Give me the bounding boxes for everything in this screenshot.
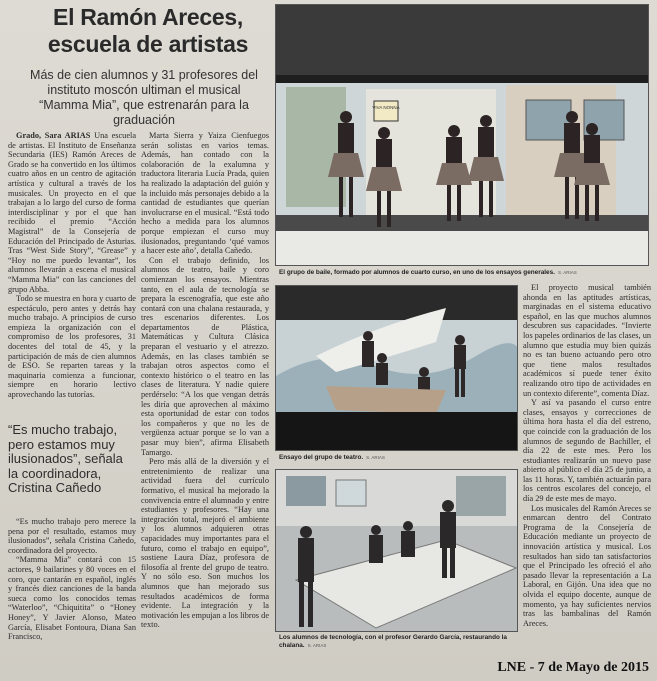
photo-theatre-rehearsal: [275, 285, 518, 451]
stage-sign-text: VIVA NONNA: [372, 105, 400, 110]
col3-paragraph-1: El proyecto musical también ahonda en las aptitudes artísticas, marginadas en el sistema educativo español, en las que muchos alumnos descubren sus capacidades. “Invierte los papeles ordinarios de las clases, un alumno que estudia muy bien quizás no es tan bueno actuando pero otro que tiene malos resultados académicos sí puede tener éxito realizando otro tipo de actividades en un contexto diferente”, comenta Díaz.: [523, 283, 651, 398]
caption-dance-rehearsal: [279, 269, 649, 278]
pull-quote: “Es mucho trabajo, pero estamos muy ilusionados”, señala la coordinadora, Cristina Cañedo: [8, 423, 123, 495]
theatre-scene: [276, 286, 518, 451]
caption-theatre-rehearsal: [279, 454, 519, 463]
article-subheadline: Más de cien alumnos y 31 profesores del instituto moscón ultiman el musical “Mamma Mia”, que estrenarán para la graduación: [30, 68, 258, 127]
caption-dance-text: El grupo de baile, formado por alumnos de cuarto curso, en uno de los ensayos generales.: [279, 269, 555, 276]
text-column-1-bottom: [8, 517, 136, 657]
col3-paragraph-2: Y así va pasando el curso entre clases, ensayos y correcciones de última hora hasta el día del estreno, que coincide con la graduación de los alumnos de segundo de Bachiller, el día 22 de este mes. Pero los estudiantes realizarán un nuevo pase abierto al público el día 25 de junio, a las 11 horas. Y, también actuarán para los centros escolares del concejo, el día 29 de este mes de mayo.: [523, 398, 651, 504]
col2-paragraph-2: Con el trabajo definido, los alumnos de teatro, baile y coro comienzan los ensayos. Mientras tanto, en el aula de tecnología se prepara la escenografía, que este año contará con una chalana restaurada, y tres escenarios diferentes. Los departamentos de Plástica, Matemáticas y Cultura Clásica preparan el vestuario y el atrezzo. Además, en las clases también se trabajan otros aspectos como el contexto histórico o el teatro en las clases de literatura. Y nadie quiere perdérselo: “A los que vengan detrás les diría que aprovechen al máximo esta oportunidad de estar con todos los compañeros y que no les de vergüenza actuar porque se lo van a pasar muy bien”, afirma Elisabeth Tamargo.: [141, 255, 269, 457]
text-column-3: [523, 283, 651, 658]
byline: Grado, Sara ARIAS: [16, 131, 91, 140]
caption-technology-workshop: [279, 634, 519, 652]
col2-paragraph-3: Pero más allá de la diversión y el entretenimiento de realizar una actividad fuera del currículo formativo, el musical ha mejorado la convivencia entre el alumnado y entre estudiantes y profesores. “Hay una integración total, mejoró el ambiente y los alumnos adquieren otras capacidades muy importantes para el futuro, como el trabajo en equipo”, sostiene Laura Díaz, profesora de filosofía al frente del grupo de teatro. Y no sólo eso. Son muchos los alumnos que han mejorado sus resultados académicos de forma evidente. La integración y la motivación les empujan a los libros de texto.: [141, 457, 269, 630]
col1-paragraph-4: “Mamma Mia” contará con 15 actores, 9 bailarines y 80 voces en el coro, que cantarán en español, inglés y francés diez canciones de la banda sueca como los conocidos temas “Waterloo”, “Chiquitita” o “Honey Honey”, Y Javier Alonso, Mateo García, Elisabet Fontoura, Diana San Francisco,: [8, 555, 136, 642]
caption-theatre-text: Ensayo del grupo de teatro.: [279, 454, 364, 461]
text-column-2: [141, 131, 269, 657]
photo-credit: S. ARIAS: [307, 643, 327, 648]
article-headline: El Ramón Areces, escuela de artistas: [47, 4, 249, 57]
caption-technology-text: Los alumnos de tecnología, con el profesor Gerardo García, restaurando la chalana.: [279, 634, 507, 649]
photo-credit: S. ARIAS: [366, 455, 385, 460]
col1-paragraph-1: Una escuela de artistas. El Instituto de Enseñanza Secundaria (IES) Ramón Areces de Grado se ha convertido en los últimos cuatro años en un centro de agitación artística y cultural a través de los musicales. Un proyecto en el que trabajan a lo largo del curso de forma interdisciplinar y por el que han recibido el premio “Acción Magistral” de la Consejería de Educación del Principado de Asturias. Tras “West Side Story”, “Grease” y “Hoy no me puedo levantar”, los alumnos llevarán a escena el musical “Mamma Mia” con las canciones del grupo Abba.: [8, 131, 136, 294]
col3-paragraph-3: Los musicales del Ramón Areces se enmarcan dentro del Contrato Programa de la Consejería de Educación mediante un proyecto de innovación artística y musical. Los resultados han sido tan satisfactorios que el Principado les ofreció el año pasado llevar la representación a La Laboral, en Gijón. Una idea que no olvida el equipo docente, aunque de momento, ya hay suficientes nervios tras las bambalinas del Ramón Areces.: [523, 503, 651, 628]
text-column-1: [8, 131, 136, 419]
col1-paragraph-2: Todo se muestra en hora y cuarto de espectáculo, pero antes y detrás hay mucho trabajo. A principios de curso empieza la organización con el compromiso de los profesores, 31 docentes del total de 45, y la participación de más de cien alumnos de ESO. Se reparten tareas y la maquinaria comienza a funcionar, siempre en horario lectivo aprovechando las tutorías.: [8, 294, 136, 400]
dance-scene: [276, 5, 649, 266]
col2-paragraph-1: Marta Sierra y Yaiza Cienfuegos serán solistas en varios temas. Además, han contado con la colaboración de la exalumna y traductora literaria Lucía Prada, quien ha realizado la adaptación del guión y la incluido más personajes debido a la cantidad de estudiantes que querían involucrarse en el musical. “Está todo hecho a medida para los alumnos porque empiezan el curso muy ilusionados, preguntando ‘qué vamos a hacer este año’, detalla Cañedo.: [141, 131, 269, 256]
photo-technology-workshop: [275, 469, 518, 632]
photo-credit: S. ARIAS: [557, 270, 577, 275]
workshop-scene: [276, 470, 518, 632]
col1-paragraph-3: “Es mucho trabajo pero merece la pena por el resultado, estamos muy ilusionados”, señala Cristina Cañedo, coordinadora del proyecto.: [8, 517, 136, 555]
source-date: LNE - 7 de Mayo de 2015: [497, 660, 649, 675]
photo-dance-rehearsal: [275, 4, 649, 266]
